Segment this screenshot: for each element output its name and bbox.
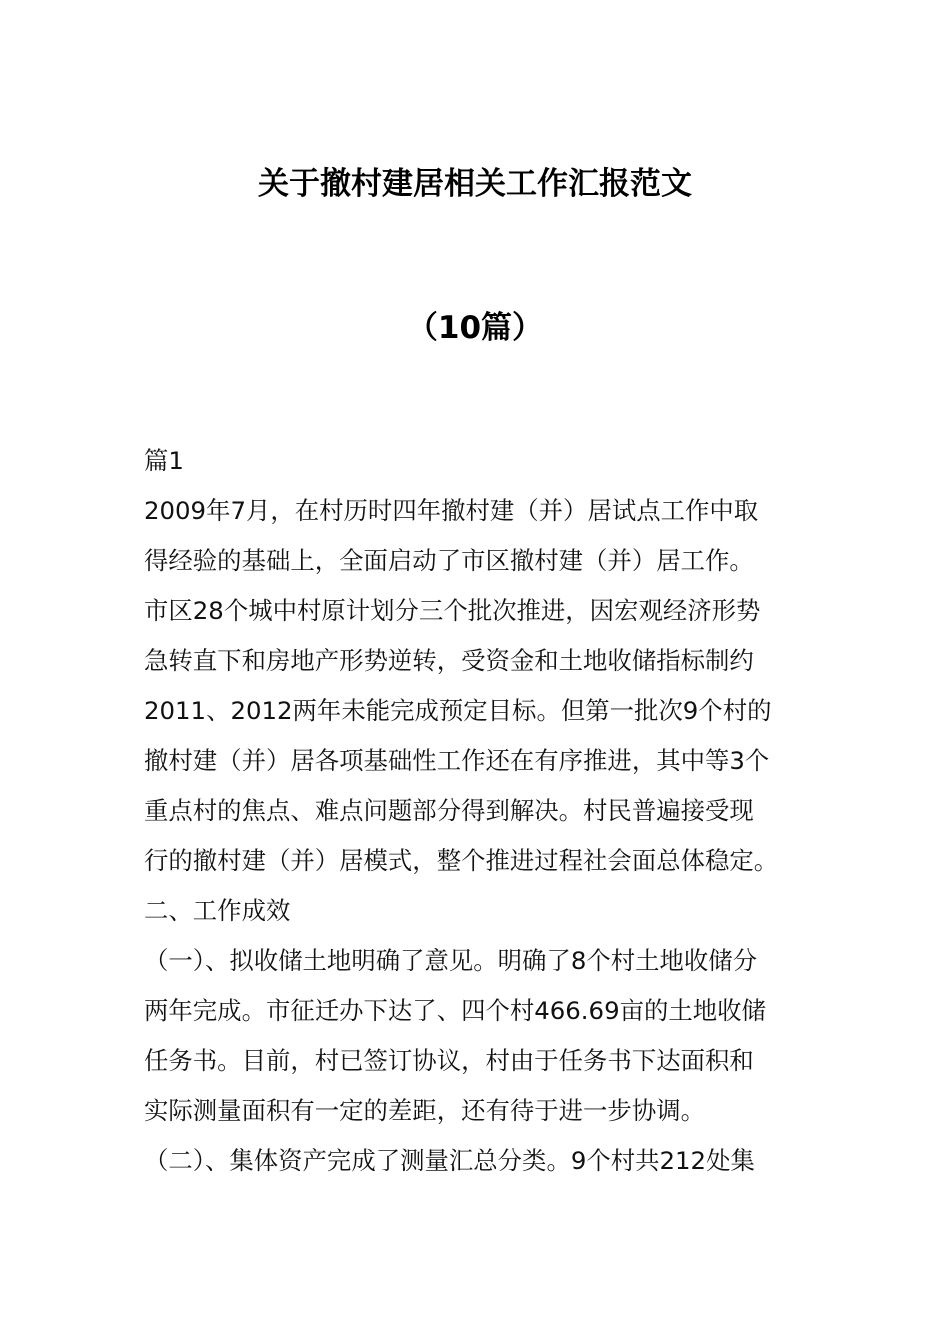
body-line: 得经验的基础上，全面启动了市区撤村建（并）居工作。 bbox=[144, 546, 754, 575]
body-line: 两年完成。市征迁办下达了、四个村466.69亩的土地收储 bbox=[144, 996, 766, 1025]
body-line: 实际测量面积有一定的差距，还有待于进一步协调。 bbox=[144, 1096, 705, 1125]
body-line: 重点村的焦点、难点问题部分得到解决。村民普遍接受现 bbox=[144, 796, 754, 825]
body-line: 急转直下和房地产形势逆转，受资金和土地收储指标制约 bbox=[144, 646, 754, 675]
body-line: 2009年7月，在村历时四年撤村建（并）居试点工作中取 bbox=[144, 496, 759, 525]
document-title: 关于撤村建居相关工作汇报范文 bbox=[258, 166, 692, 202]
body-line: （一）、拟收储土地明确了意见。明确了8个村土地收储分 bbox=[144, 946, 758, 975]
section-heading: 篇1 bbox=[144, 446, 184, 475]
body-line: 任务书。目前，村已签订协议，村由于任务书下达面积和 bbox=[144, 1046, 754, 1075]
body-line: （二）、集体资产完成了测量汇总分类。9个村共212处集 bbox=[144, 1146, 755, 1175]
document-body bbox=[144, 444, 808, 1194]
document-subtitle: （10篇） bbox=[406, 310, 544, 346]
section-heading: 二、工作成效 bbox=[144, 896, 291, 925]
body-line: 市区28个城中村原计划分三个批次推进，因宏观经济形势 bbox=[144, 596, 761, 625]
body-line: 行的撤村建（并）居模式，整个推进过程社会面总体稳定。 bbox=[144, 846, 779, 875]
body-line: 撤村建（并）居各项基础性工作还在有序推进，其中等3个 bbox=[144, 746, 770, 775]
body-line: 2011、2012两年未能完成预定目标。但第一批次9个村的 bbox=[144, 696, 772, 725]
